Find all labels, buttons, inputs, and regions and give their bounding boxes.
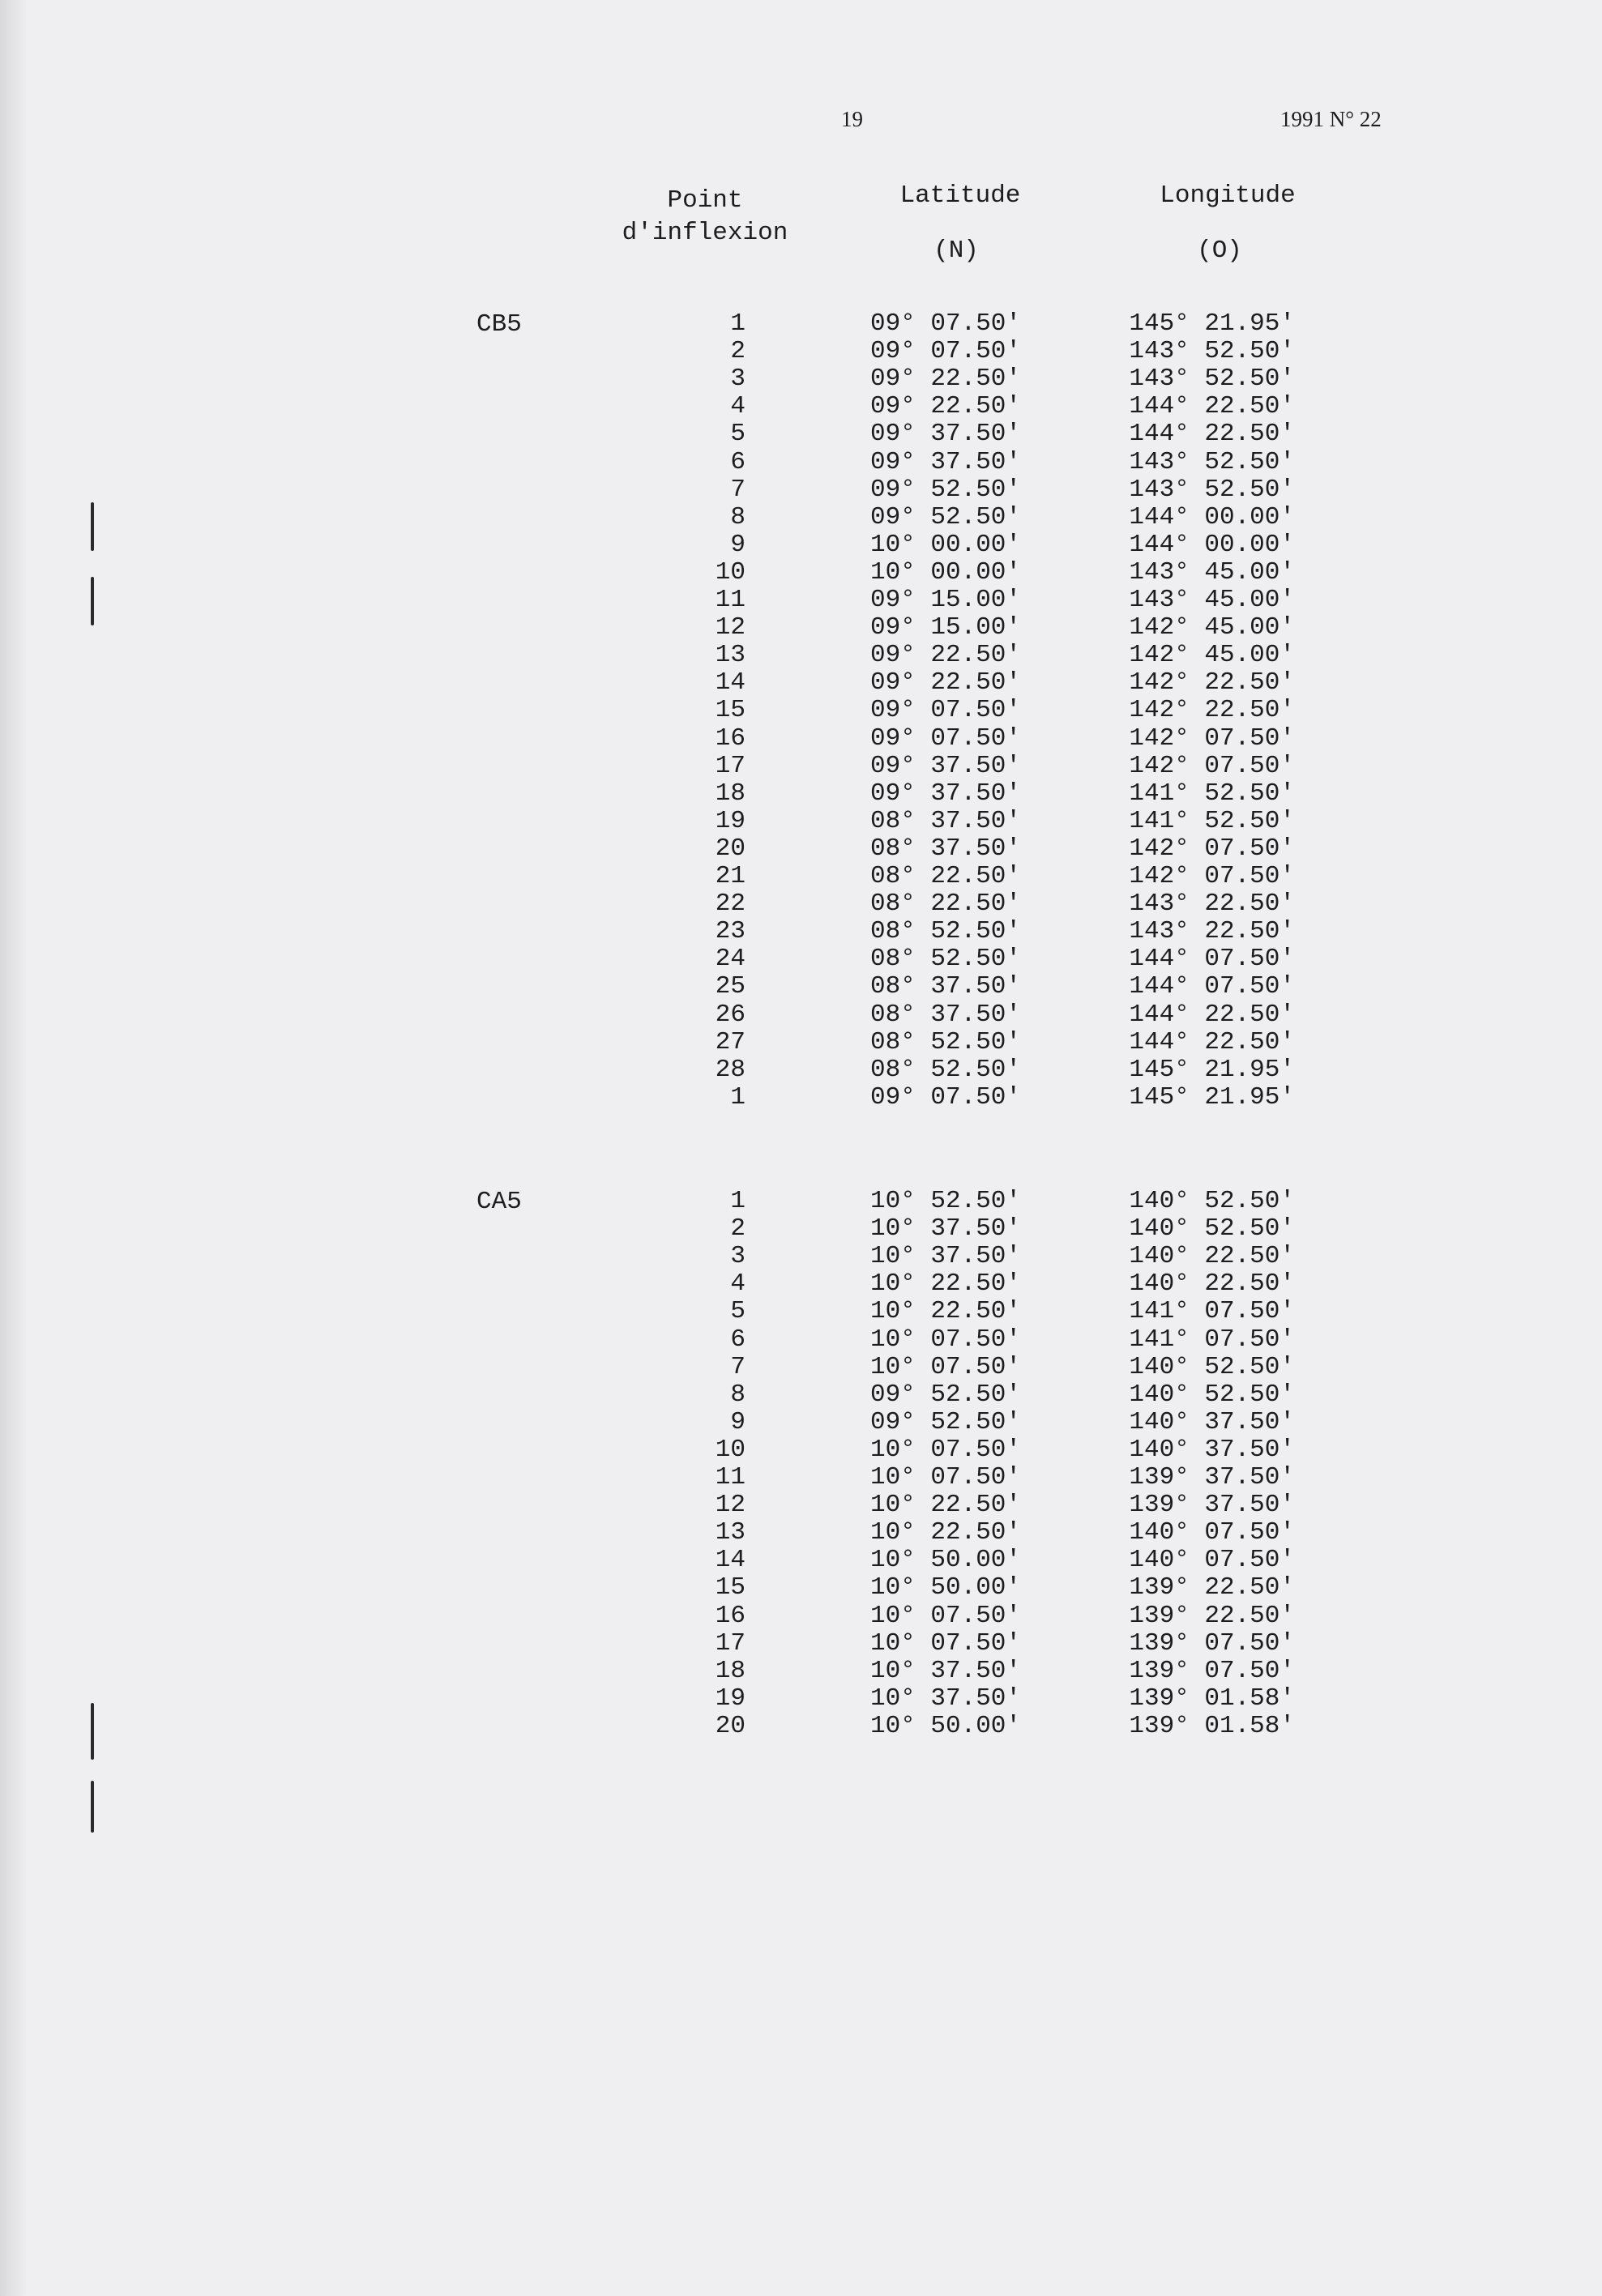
point-number: 18 xyxy=(715,1657,745,1685)
latitude-value: 10° 37.50' xyxy=(869,1657,1021,1685)
longitude-value: 139° 01.58' xyxy=(1129,1712,1295,1740)
latitude-value: 10° 37.50' xyxy=(869,1684,1021,1713)
latitude-value: 10° 07.50' xyxy=(869,1629,1021,1658)
point-number: 4 xyxy=(730,392,745,420)
point-number: 19 xyxy=(715,1684,745,1713)
point-number: 10 xyxy=(715,558,745,587)
longitude-value: 142° 07.50' xyxy=(1129,724,1295,753)
column-header-longitude-unit: (O) xyxy=(1197,237,1242,265)
point-number: 20 xyxy=(715,834,745,863)
section-label: CB5 xyxy=(476,310,522,339)
latitude-value: 09° 07.50' xyxy=(869,337,1021,365)
point-number: 27 xyxy=(715,1028,745,1056)
latitude-value: 08° 37.50' xyxy=(869,807,1021,835)
longitude-value: 144° 22.50' xyxy=(1129,420,1295,448)
longitude-value: 142° 07.50' xyxy=(1129,862,1295,890)
point-number: 9 xyxy=(730,531,745,559)
latitude-value: 08° 22.50' xyxy=(869,862,1021,890)
point-number: 1 xyxy=(730,1187,745,1215)
longitude-value: 142° 45.00' xyxy=(1129,613,1295,642)
latitude-value: 08° 37.50' xyxy=(869,834,1021,863)
longitude-value: 140° 37.50' xyxy=(1129,1436,1295,1464)
latitude-value: 10° 07.50' xyxy=(869,1353,1021,1381)
point-number: 3 xyxy=(730,1242,745,1270)
point-number: 11 xyxy=(715,586,745,614)
longitude-value: 141° 52.50' xyxy=(1129,807,1295,835)
page-number: 19 xyxy=(841,107,863,131)
longitude-value: 144° 22.50' xyxy=(1129,1028,1295,1056)
latitude-value: 10° 50.00' xyxy=(869,1573,1021,1602)
point-number: 12 xyxy=(715,1491,745,1519)
point-number: 3 xyxy=(730,365,745,393)
longitude-value: 139° 37.50' xyxy=(1129,1491,1295,1519)
latitude-value: 08° 22.50' xyxy=(869,890,1021,918)
longitude-value: 145° 21.95' xyxy=(1129,1083,1295,1112)
point-number: 5 xyxy=(730,1297,745,1325)
binding-staple-mark xyxy=(91,502,94,551)
latitude-value: 09° 07.50' xyxy=(869,309,1021,338)
longitude-value: 143° 52.50' xyxy=(1129,365,1295,393)
longitude-value: 141° 52.50' xyxy=(1129,779,1295,808)
latitude-value: 09° 22.50' xyxy=(869,641,1021,669)
point-number: 10 xyxy=(715,1436,745,1464)
latitude-value: 10° 50.00' xyxy=(869,1546,1021,1574)
longitude-value: 144° 00.00' xyxy=(1129,503,1295,531)
column-header-point: Point d'inflexion xyxy=(622,186,788,247)
latitude-value: 10° 00.00' xyxy=(869,531,1021,559)
point-number: 8 xyxy=(730,503,745,531)
binding-staple-mark xyxy=(91,1781,94,1833)
longitude-value: 139° 37.50' xyxy=(1129,1463,1295,1492)
latitude-value: 10° 00.00' xyxy=(869,558,1021,587)
latitude-value: 09° 52.50' xyxy=(869,1408,1021,1436)
longitude-value: 142° 22.50' xyxy=(1129,696,1295,724)
longitude-value: 141° 07.50' xyxy=(1129,1297,1295,1325)
longitude-value: 143° 22.50' xyxy=(1129,890,1295,918)
longitude-value: 140° 07.50' xyxy=(1129,1518,1295,1547)
longitude-value: 139° 22.50' xyxy=(1129,1573,1295,1602)
latitude-value: 10° 37.50' xyxy=(869,1214,1021,1243)
latitude-value: 09° 37.50' xyxy=(869,752,1021,780)
column-header-latitude: Latitude xyxy=(899,181,1021,210)
latitude-value: 08° 52.50' xyxy=(869,1056,1021,1084)
point-number: 15 xyxy=(715,1573,745,1602)
latitude-value: 09° 52.50' xyxy=(869,1381,1021,1409)
longitude-value: 142° 07.50' xyxy=(1129,752,1295,780)
longitude-value: 140° 52.50' xyxy=(1129,1353,1295,1381)
latitude-value: 10° 52.50' xyxy=(869,1187,1021,1215)
longitude-value: 143° 52.50' xyxy=(1129,448,1295,476)
longitude-value: 143° 45.00' xyxy=(1129,586,1295,614)
latitude-value: 08° 37.50' xyxy=(869,1001,1021,1029)
point-number: 2 xyxy=(730,1214,745,1243)
point-number: 12 xyxy=(715,613,745,642)
point-number: 1 xyxy=(730,1083,745,1112)
longitude-value: 142° 22.50' xyxy=(1129,668,1295,697)
latitude-value: 09° 15.00' xyxy=(869,586,1021,614)
latitude-value: 09° 07.50' xyxy=(869,696,1021,724)
binding-staple-mark xyxy=(91,1703,94,1760)
page-edge-shadow xyxy=(0,0,28,2296)
point-number: 7 xyxy=(730,1353,745,1381)
longitude-value: 143° 22.50' xyxy=(1129,917,1295,945)
point-number: 13 xyxy=(715,1518,745,1547)
point-number: 17 xyxy=(715,1629,745,1658)
longitude-value: 139° 22.50' xyxy=(1129,1602,1295,1630)
point-number: 16 xyxy=(715,724,745,753)
latitude-value: 10° 22.50' xyxy=(869,1518,1021,1547)
point-number: 24 xyxy=(715,945,745,973)
latitude-value: 08° 52.50' xyxy=(869,917,1021,945)
point-number: 26 xyxy=(715,1001,745,1029)
latitude-value: 09° 22.50' xyxy=(869,365,1021,393)
latitude-value: 09° 15.00' xyxy=(869,613,1021,642)
point-number: 17 xyxy=(715,752,745,780)
latitude-value: 09° 22.50' xyxy=(869,392,1021,420)
point-number: 2 xyxy=(730,337,745,365)
section-label: CA5 xyxy=(476,1188,522,1216)
point-number: 13 xyxy=(715,641,745,669)
longitude-value: 144° 07.50' xyxy=(1129,972,1295,1001)
latitude-value: 08° 52.50' xyxy=(869,945,1021,973)
journal-reference: 1991 N° 22 xyxy=(1280,107,1382,131)
longitude-value: 139° 01.58' xyxy=(1129,1684,1295,1713)
longitude-value: 140° 52.50' xyxy=(1129,1214,1295,1243)
point-number: 14 xyxy=(715,668,745,697)
latitude-value: 09° 22.50' xyxy=(869,668,1021,697)
point-number: 19 xyxy=(715,807,745,835)
longitude-value: 144° 07.50' xyxy=(1129,945,1295,973)
point-number: 15 xyxy=(715,696,745,724)
point-number: 5 xyxy=(730,420,745,448)
column-header-latitude-unit: (N) xyxy=(933,237,979,265)
longitude-value: 140° 52.50' xyxy=(1129,1381,1295,1409)
latitude-value: 10° 50.00' xyxy=(869,1712,1021,1740)
longitude-value: 144° 22.50' xyxy=(1129,392,1295,420)
column-header-longitude: Longitude xyxy=(1160,181,1296,210)
point-number: 9 xyxy=(730,1408,745,1436)
longitude-value: 145° 21.95' xyxy=(1129,1056,1295,1084)
point-number: 22 xyxy=(715,890,745,918)
latitude-value: 09° 07.50' xyxy=(869,1083,1021,1112)
point-number: 21 xyxy=(715,862,745,890)
longitude-value: 145° 21.95' xyxy=(1129,309,1295,338)
latitude-value: 10° 07.50' xyxy=(869,1325,1021,1354)
longitude-value: 144° 00.00' xyxy=(1129,531,1295,559)
latitude-value: 08° 52.50' xyxy=(869,1028,1021,1056)
latitude-value: 10° 22.50' xyxy=(869,1491,1021,1519)
point-number: 7 xyxy=(730,476,745,504)
longitude-value: 143° 45.00' xyxy=(1129,558,1295,587)
latitude-value: 10° 37.50' xyxy=(869,1242,1021,1270)
point-number: 1 xyxy=(730,309,745,338)
longitude-value: 142° 45.00' xyxy=(1129,641,1295,669)
latitude-value: 09° 37.50' xyxy=(869,779,1021,808)
longitude-value: 139° 07.50' xyxy=(1129,1657,1295,1685)
point-number: 6 xyxy=(730,448,745,476)
longitude-value: 143° 52.50' xyxy=(1129,476,1295,504)
latitude-value: 10° 07.50' xyxy=(869,1436,1021,1464)
latitude-value: 09° 07.50' xyxy=(869,724,1021,753)
binding-staple-mark xyxy=(91,577,94,625)
latitude-value: 09° 37.50' xyxy=(869,420,1021,448)
latitude-value: 10° 07.50' xyxy=(869,1602,1021,1630)
point-number: 25 xyxy=(715,972,745,1001)
longitude-value: 142° 07.50' xyxy=(1129,834,1295,863)
point-number: 23 xyxy=(715,917,745,945)
latitude-value: 10° 22.50' xyxy=(869,1270,1021,1298)
longitude-value: 140° 22.50' xyxy=(1129,1242,1295,1270)
longitude-value: 144° 22.50' xyxy=(1129,1001,1295,1029)
longitude-value: 140° 22.50' xyxy=(1129,1270,1295,1298)
longitude-value: 140° 52.50' xyxy=(1129,1187,1295,1215)
longitude-value: 141° 07.50' xyxy=(1129,1325,1295,1354)
longitude-value: 140° 07.50' xyxy=(1129,1546,1295,1574)
longitude-value: 143° 52.50' xyxy=(1129,337,1295,365)
longitude-value: 140° 37.50' xyxy=(1129,1408,1295,1436)
latitude-value: 10° 07.50' xyxy=(869,1463,1021,1492)
longitude-value: 139° 07.50' xyxy=(1129,1629,1295,1658)
latitude-value: 09° 52.50' xyxy=(869,503,1021,531)
latitude-value: 09° 37.50' xyxy=(869,448,1021,476)
point-number: 16 xyxy=(715,1602,745,1630)
point-number: 18 xyxy=(715,779,745,808)
point-number: 20 xyxy=(715,1712,745,1740)
point-number: 6 xyxy=(730,1325,745,1354)
point-number: 28 xyxy=(715,1056,745,1084)
latitude-value: 09° 52.50' xyxy=(869,476,1021,504)
point-number: 8 xyxy=(730,1381,745,1409)
latitude-value: 10° 22.50' xyxy=(869,1297,1021,1325)
point-number: 4 xyxy=(730,1270,745,1298)
point-number: 11 xyxy=(715,1463,745,1492)
latitude-value: 08° 37.50' xyxy=(869,972,1021,1001)
point-number: 14 xyxy=(715,1546,745,1574)
